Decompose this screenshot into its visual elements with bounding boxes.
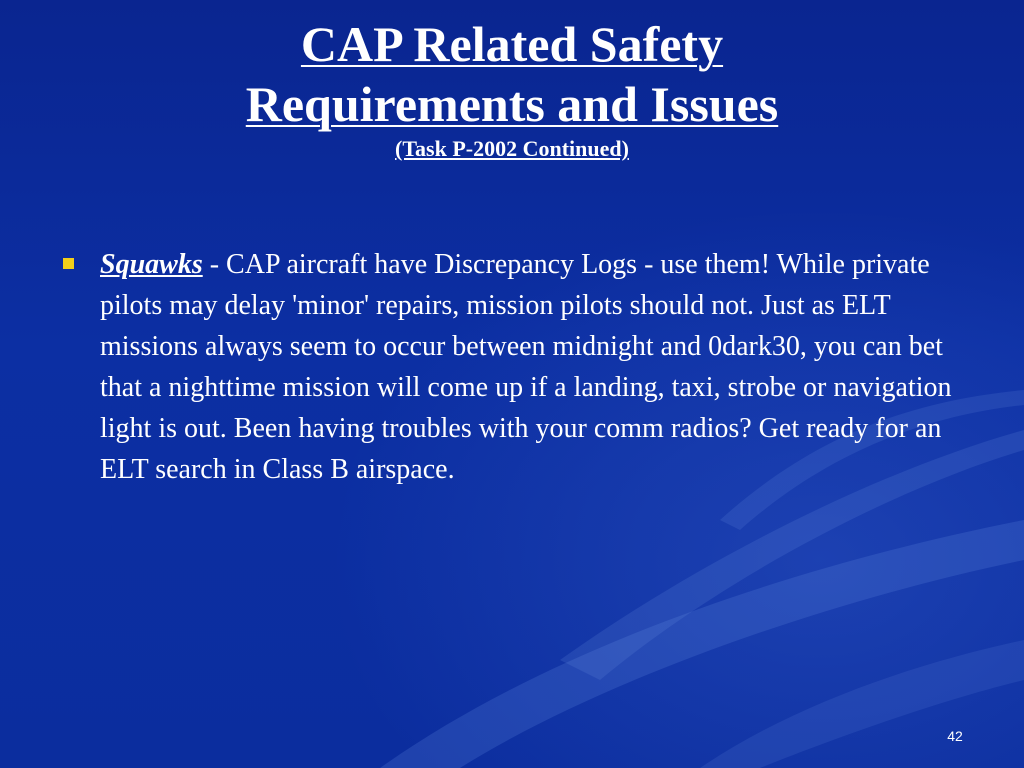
- bullet-item: [100, 244, 960, 490]
- bullet-text: - CAP aircraft have Discrepancy Logs - use them! While private pilots may delay 'minor' repairs, mission pilots should not. Just as ELT missions always seem to occur between midnight and 0dark30, you can bet that a nighttime mission will come up if a landing, taxi, strobe or navigation light is out. Been having troubles with your comm radios? Get ready for an ELT search in Class B airspace.: [100, 249, 952, 485]
- square-bullet-icon: [63, 258, 74, 269]
- slide-subtitle: (Task P-2002 Continued): [395, 136, 629, 161]
- page-number: 42: [947, 728, 963, 744]
- title-line-1: CAP Related Safety: [300, 16, 724, 72]
- slide-title: [0, 14, 1024, 164]
- bullet-keyword: Squawks: [100, 249, 203, 280]
- title-line-2: Requirements and Issues: [245, 76, 779, 132]
